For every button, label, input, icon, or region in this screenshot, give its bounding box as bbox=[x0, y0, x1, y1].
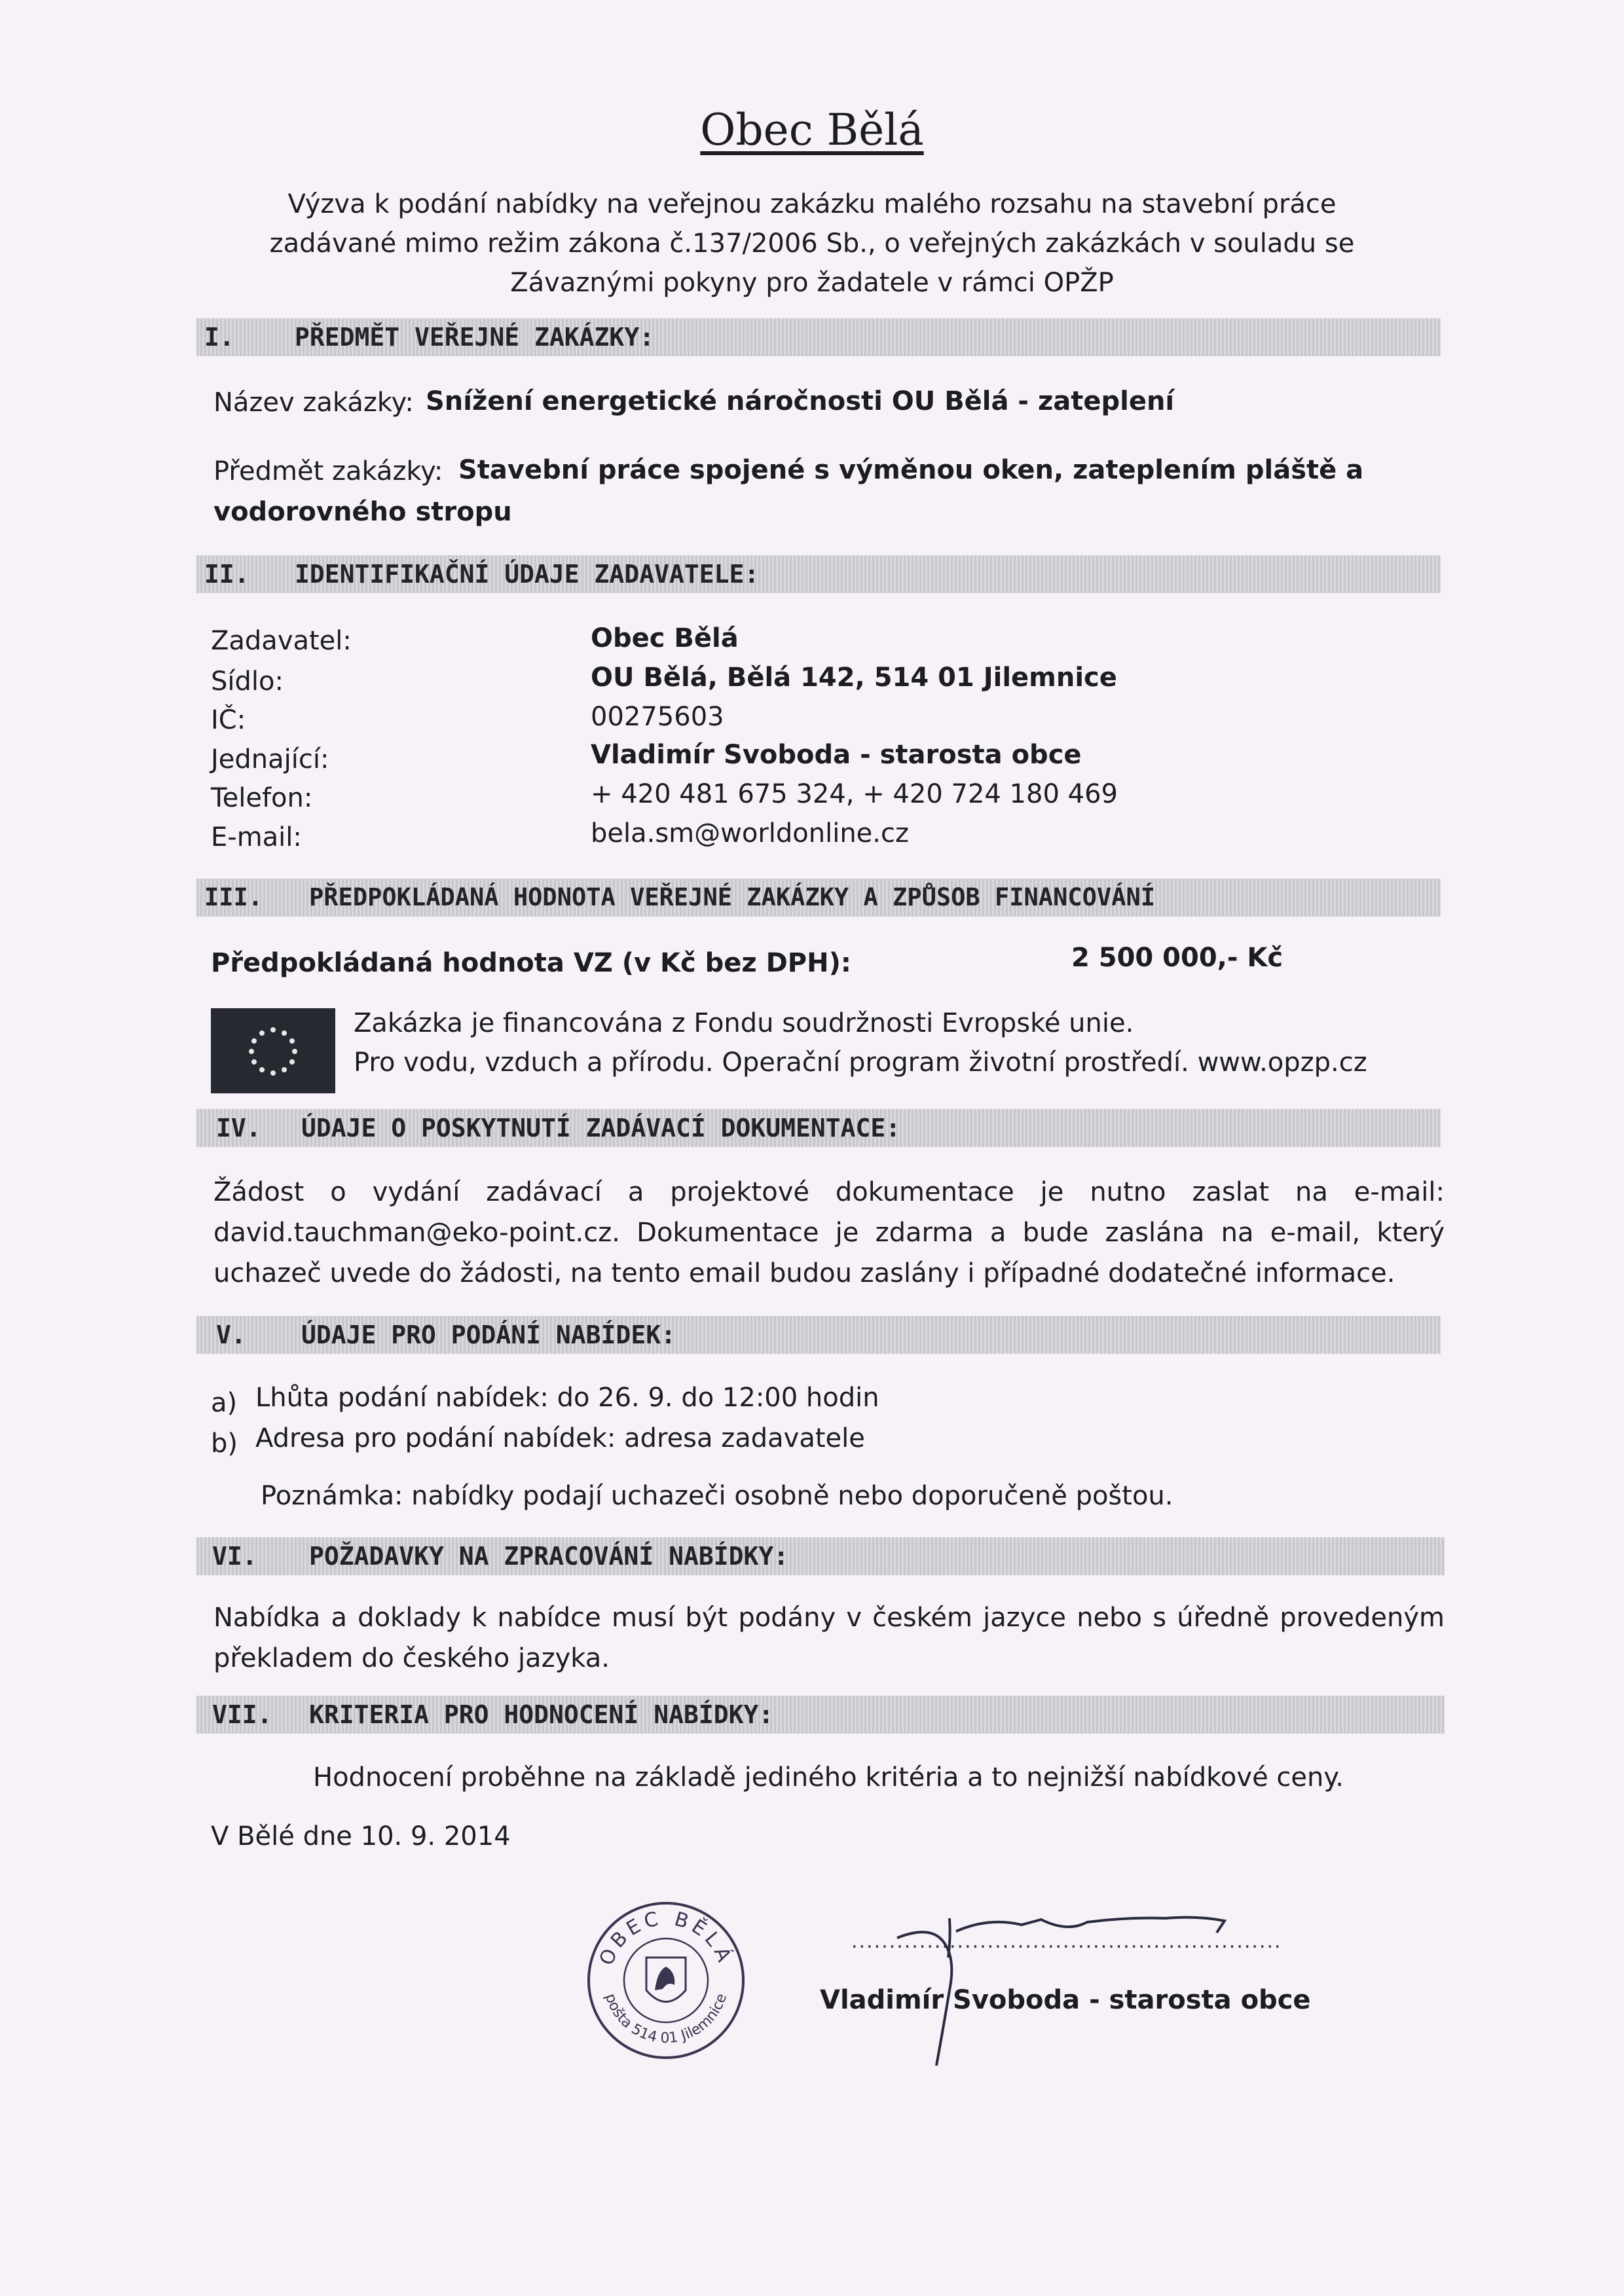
section-number: II. bbox=[204, 560, 249, 589]
ic-label: IČ: bbox=[211, 705, 246, 735]
document-intro: Výzva k podání nabídky na veřejnou zakázku malého rozsahu na stavební práce zadávané mimo režim zákona č.137/2006 Sb., o veřejných zakázkách v souladu se Závaznými pokyny pro žadatele v rámci OPŽP bbox=[269, 189, 1355, 298]
offer-language-text: Nabídka a doklady k nabídce musí být podány v českém jazyce nebo s úředně provedeným překladem do českého jazyka. bbox=[213, 1603, 1445, 1673]
eu-funding-line-1: Zakázka je financována z Fondu soudržnosti Evropské unie. bbox=[354, 1008, 1134, 1038]
section-heading: KRITERIA PRO HODNOCENÍ NABÍDKY: bbox=[309, 1700, 774, 1729]
contract-name-label: Název zakázky: bbox=[213, 388, 414, 418]
contract-name-value: Snížení energetické náročnosti OU Bělá - zateplení bbox=[426, 386, 1175, 416]
section-1-header bbox=[196, 318, 1441, 356]
contracting-authority-value: Obec Bělá bbox=[591, 623, 739, 653]
estimated-value-label: Předpokládaná hodnota VZ (v Kč bez DPH): bbox=[211, 948, 851, 978]
section-heading: ÚDAJE PRO PODÁNÍ NABÍDEK: bbox=[301, 1321, 676, 1349]
section-number: V. bbox=[216, 1321, 246, 1349]
contract-subject-label: Předmět zakázky: bbox=[213, 456, 443, 486]
seat-label: Sídlo: bbox=[211, 666, 284, 697]
svg-text:OBEC BĚLÁ: OBEC BĚLÁ bbox=[595, 1906, 737, 1969]
section-5-header bbox=[196, 1316, 1441, 1354]
eu-flag-icon bbox=[211, 1008, 335, 1093]
section-7-header bbox=[196, 1696, 1445, 1734]
representative-label: Jednající: bbox=[211, 744, 329, 774]
contract-subject-value-cont: vodorovného stropu bbox=[213, 497, 512, 527]
ic-value: 00275603 bbox=[591, 702, 724, 732]
svg-text:pošta 514 01 Jilemnice: pošta 514 01 Jilemnice bbox=[601, 1992, 731, 2047]
section-heading: PŘEDPOKLÁDANÁ HODNOTA VEŘEJNÉ ZAKÁZKY A ZPŮSOB FINANCOVÁNÍ bbox=[309, 883, 1156, 911]
section-4-header bbox=[196, 1109, 1441, 1147]
section-heading: IDENTIFIKAČNÍ ÚDAJE ZADAVATELE: bbox=[295, 560, 760, 589]
document-title: Obec Bělá bbox=[700, 105, 924, 155]
phone-label: Telefon: bbox=[211, 783, 313, 813]
section-number: VI. bbox=[212, 1542, 257, 1571]
contracting-authority-label: Zadavatel: bbox=[211, 626, 352, 656]
section-number: I. bbox=[204, 323, 234, 352]
item-a-marker: a) bbox=[211, 1388, 238, 1418]
email-label: E-mail: bbox=[211, 822, 302, 852]
item-b-marker: b) bbox=[211, 1429, 238, 1459]
signatory-name: Vladimír Svoboda - starosta obce bbox=[820, 1985, 1311, 2015]
section-2-header bbox=[196, 555, 1441, 593]
offer-address-text: Adresa pro podání nabídek: adresa zadavatele bbox=[255, 1423, 865, 1453]
offer-deadline-text: Lhůta podání nabídek: do 26. 9. do 12:00 hodin bbox=[255, 1383, 879, 1413]
documentation-request-text: Žádost o vydání zadávací a projektové dokumentace je nutno zaslat na e-mail: david.tauchman@eko-point.cz. Dokumentace je zdarma a bude zaslána na e-mail, který uchazeč uvede do žádosti, na tento email budou zaslány i případné dodatečné informace. bbox=[213, 1177, 1445, 1288]
section-number: III. bbox=[204, 883, 263, 911]
email-value: bela.sm@worldonline.cz bbox=[591, 818, 909, 848]
section-number: IV. bbox=[216, 1114, 261, 1142]
section-6-header bbox=[196, 1537, 1445, 1575]
representative-value: Vladimír Svoboda - starosta obce bbox=[591, 740, 1082, 770]
evaluation-criteria-text: Hodnocení proběhne na základě jediného kritéria a to nejnižší nabídkové ceny. bbox=[313, 1762, 1344, 1793]
document-date: V Bělé dne 10. 9. 2014 bbox=[211, 1821, 511, 1851]
section-number: VII. bbox=[212, 1700, 272, 1729]
estimated-value-amount: 2 500 000,- Kč bbox=[1071, 943, 1283, 973]
section-heading: PŘEDMĚT VEŘEJNÉ ZAKÁZKY: bbox=[295, 323, 655, 352]
handwritten-signature bbox=[871, 1879, 1264, 2075]
seat-value: OU Bělá, Bělá 142, 514 01 Jilemnice bbox=[591, 663, 1117, 693]
section-heading: POŽADAVKY NA ZPRACOVÁNÍ NABÍDKY: bbox=[309, 1542, 789, 1571]
municipal-stamp bbox=[584, 1899, 748, 2062]
section-3-header bbox=[196, 879, 1441, 917]
section-heading: ÚDAJE O POSKYTNUTÍ ZADÁVACÍ DOKUMENTACE: bbox=[301, 1114, 901, 1142]
signature-line: ......................................................... bbox=[851, 1930, 1282, 1953]
contract-subject-value: Stavební práce spojené s výměnou oken, zateplením pláště a bbox=[458, 455, 1364, 485]
submission-note: Poznámka: nabídky podají uchazeči osobně nebo doporučeně poštou. bbox=[261, 1481, 1173, 1511]
phone-value: + 420 481 675 324, + 420 724 180 469 bbox=[591, 779, 1118, 809]
eu-funding-line-2: Pro vodu, vzduch a přírodu. Operační program životní prostředí. www.opzp.cz bbox=[354, 1048, 1367, 1078]
